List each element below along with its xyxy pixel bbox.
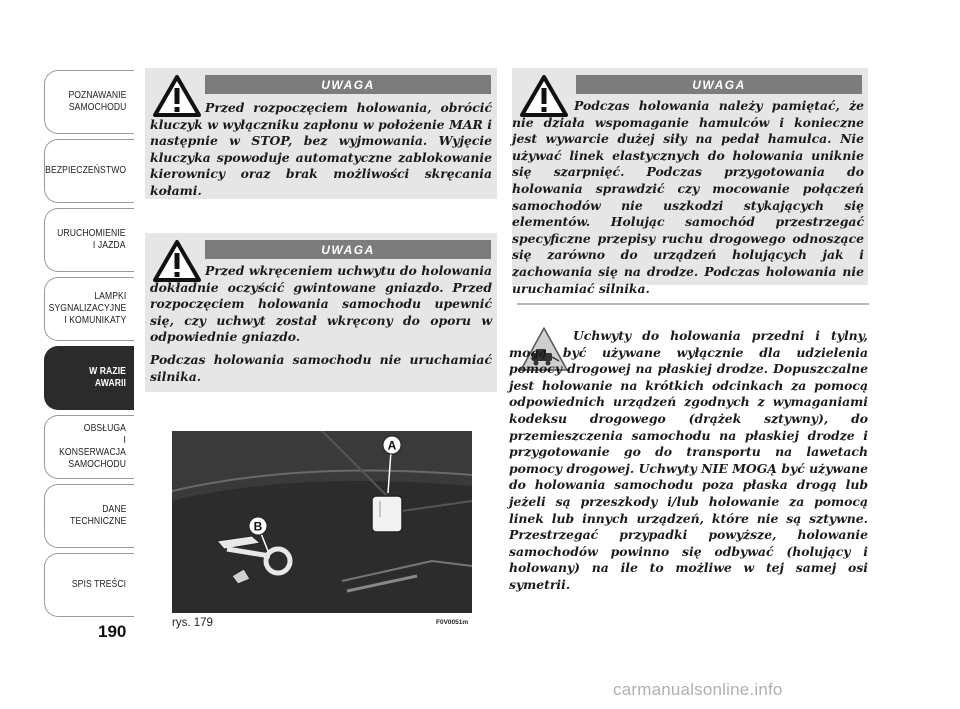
page-number: 190 — [98, 622, 127, 641]
nav-tab-label: BEZPIECZEŃSTWO — [44, 165, 126, 176]
nav-tab-label: URUCHOMIENIE I JAZDA — [57, 228, 126, 251]
warning-header: UWAGA — [205, 75, 491, 94]
section-divider — [517, 303, 869, 305]
nav-tab-poznawanie[interactable] — [44, 70, 134, 134]
warning-header: UWAGA — [576, 75, 862, 94]
callout-a-label: A — [387, 438, 397, 453]
warning-text — [150, 100, 492, 200]
nav-tab-w-razie-awarii[interactable] — [44, 346, 134, 410]
nav-tab-label: OBSŁUGA I KONSERWACJA SAMOCHODU — [59, 423, 126, 470]
warning-header: UWAGA — [205, 240, 491, 259]
nav-tab-spis-tresci[interactable] — [44, 553, 134, 617]
nav-tab-lampki[interactable] — [44, 277, 134, 341]
watermark: carmanualsonline.info — [613, 680, 783, 699]
warning-paragraph: Przed rozpoczęciem holowania, obrócić kluczyk w wyłączniku zapłonu w położenie MAR i następnie w STOP, bez wyjmowania. Wyjęcie kluczyka spowoduje automatyczne zablokowanie kierownicy oraz brak możliwości skręcania kołami. — [150, 100, 492, 198]
figure-towing-hook — [172, 431, 472, 613]
towing-info-text: Uchwyty do holowania przedni i tylny, mogą być używane wyłącznie dla udzielenia pomocy drogowej na płaskiej drodze. Dopuszczalne jest holowanie na krótkich odcinkach za pomocą odpowiednich urządzeń zgodnych z wymaganiami kodeksu drogowego (drążek sztywny), do przemieszczenia samochodu na płaskiej drodze i przygotowanie go do transportu na lawetach pomocy drogowej. Uchwyty NIE MOGĄ być używane do holowania samochodu poza płaska drogą lub jeżeli są przeszkody i/lub holowanie za pomocą linek lub innych urządzeń, które nie są sztywne. Przestrzegać przypadki powyższe, holowanie samochodów powinno się odbywać (holujący i holowany) na ile to możliwe w tej samej osi symetrii. — [509, 328, 868, 592]
nav-tab-obsluga[interactable] — [44, 415, 134, 479]
nav-tab-dane[interactable] — [44, 484, 134, 548]
nav-tab-label: W RAZIE AWARII — [89, 366, 126, 389]
callout-b-label: B — [253, 519, 263, 534]
warning-box-1 — [145, 68, 497, 199]
figure-code: F0V0051m — [436, 619, 469, 626]
warning-box-2 — [145, 233, 497, 392]
towing-hook-illustration — [172, 431, 472, 613]
nav-tab-label: SPIS TREŚCI — [71, 579, 126, 590]
nav-tab-label: POZNAWANIE SAMOCHODU — [67, 90, 126, 113]
nav-tab-label: DANE TECHNICZNE — [69, 504, 126, 527]
figure-caption: rys. 179 — [172, 617, 213, 629]
nav-tab-uruchomienie[interactable] — [44, 208, 134, 272]
nav-tab-bezpieczenstwo[interactable] — [44, 139, 134, 203]
warning-paragraph: Podczas holowania należy pamiętać, że nie działa wspomaganie hamulców i konieczne jest wywarcie dużej siły na pedał hamulca. Nie używać linek elastycznych do holowania uniknie się szarpnięć. Podczas przygotowania do holowania sprawdzić czy mocowanie połączeń samochodów nie uszkodzi stykających się elementów. Holując samochód przestrzegać specyficzne przepisy ruchu drogowego odnoszące się zarówno do urządzeń holujących jak i zachowania się na drodze. Podczas holowania nie uruchamiać silnika. — [512, 98, 864, 296]
warning-paragraph: Przed wkręceniem uchwytu do holowania dokładnie oczyścić gwintowane gniazdo. Przed rozpoczęciem holowania samochodu upewnić się, czy uchwyt został wkręcony do oporu w odpowiednie gniazdo. — [150, 263, 492, 345]
warning-text — [150, 263, 492, 385]
nav-tab-label: LAMPKI SYGNALIZACYJNE I KOMUNIKATY — [48, 291, 126, 326]
warning-paragraph: Podczas holowania samochodu nie uruchamiać silnika. — [150, 351, 492, 384]
warning-text — [512, 98, 864, 297]
warning-box-3 — [512, 68, 868, 296]
